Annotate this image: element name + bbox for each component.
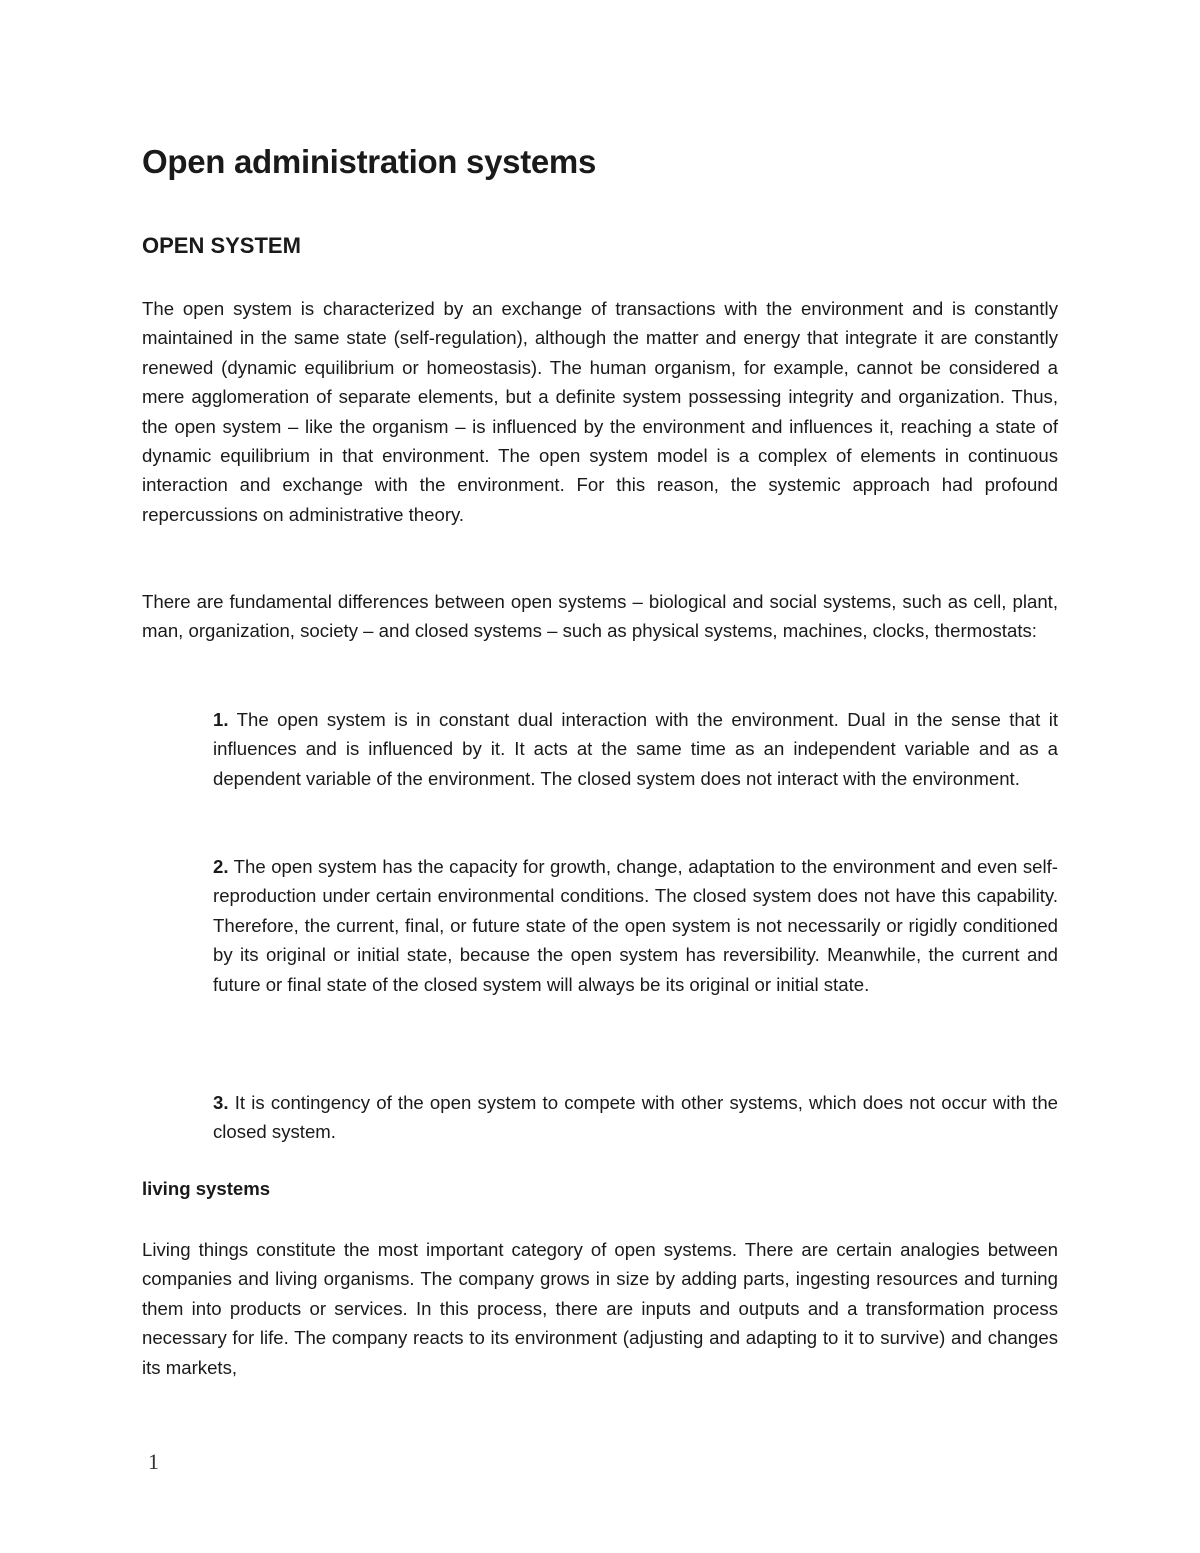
- subsection-heading-living-systems: living systems: [142, 1178, 271, 1199]
- page-number: 1: [148, 1449, 159, 1474]
- list-item-3: [213, 1088, 1058, 1147]
- paragraph-differences-intro: There are fundamental differences between open systems – biological and social systems, such as cell, plant, man, organization, society – and closed systems – such as physical systems, machines, clocks, thermostats:: [142, 591, 1058, 642]
- list-item-text: It is contingency of the open system to compete with other systems, which does not occur with the closed system.: [213, 1092, 1059, 1143]
- list-item-number: 3.: [213, 1092, 229, 1113]
- document-page: [142, 0, 1058, 1553]
- list-item-text: The open system is in constant dual interaction with the environment. Dual in the sense that it influences and is influenced by it. It acts at the same time as an independent variable and as a dependent variable of the environment. The closed system does not interact with the environment.: [213, 709, 1058, 789]
- section-heading-open-system: OPEN SYSTEM: [142, 233, 301, 258]
- list-item-2: [213, 852, 1058, 999]
- paragraph-open-system-definition: The open system is characterized by an exchange of transactions with the environment and is constantly maintained in the same state (self-regulation), although the matter and energy that integrate it are constantly renewed (dynamic equilibrium or homeostasis). The human organism, for example, cannot be considered a mere agglomeration of separate elements, but a definite system possessing integrity and organization. Thus, the open system – like the organism – is influenced by the environment and influences it, reaching a state of dynamic equilibrium in that environment. The open system model is a complex of elements in continuous interaction and exchange with the environment. For this reason, the systemic approach had profound repercussions on administrative theory.: [142, 298, 1058, 525]
- list-item-text: The open system has the capacity for growth, change, adaptation to the environment and even self-reproduction under certain environmental conditions. The closed system does not have this capability. Therefore, the current, final, or future state of the open system is not necessarily or rigidly conditioned by its original or initial state, because the open system has reversibility. Meanwhile, the current and future or final state of the closed system will always be its original or initial state.: [213, 856, 1058, 995]
- document-title: Open administration systems: [142, 143, 597, 180]
- paragraph-living-systems: Living things constitute the most important category of open systems. There are certain analogies between companies and living organisms. The company grows in size by adding parts, ingesting resources and turning them into products or services. In this process, there are inputs and outputs and a transformation process necessary for life. The company reacts to its environment (adjusting and adapting to it to survive) and changes its markets,: [142, 1239, 1058, 1378]
- list-item-1: [213, 705, 1058, 793]
- list-item-number: 2.: [213, 856, 229, 877]
- list-item-number: 1.: [213, 709, 229, 730]
